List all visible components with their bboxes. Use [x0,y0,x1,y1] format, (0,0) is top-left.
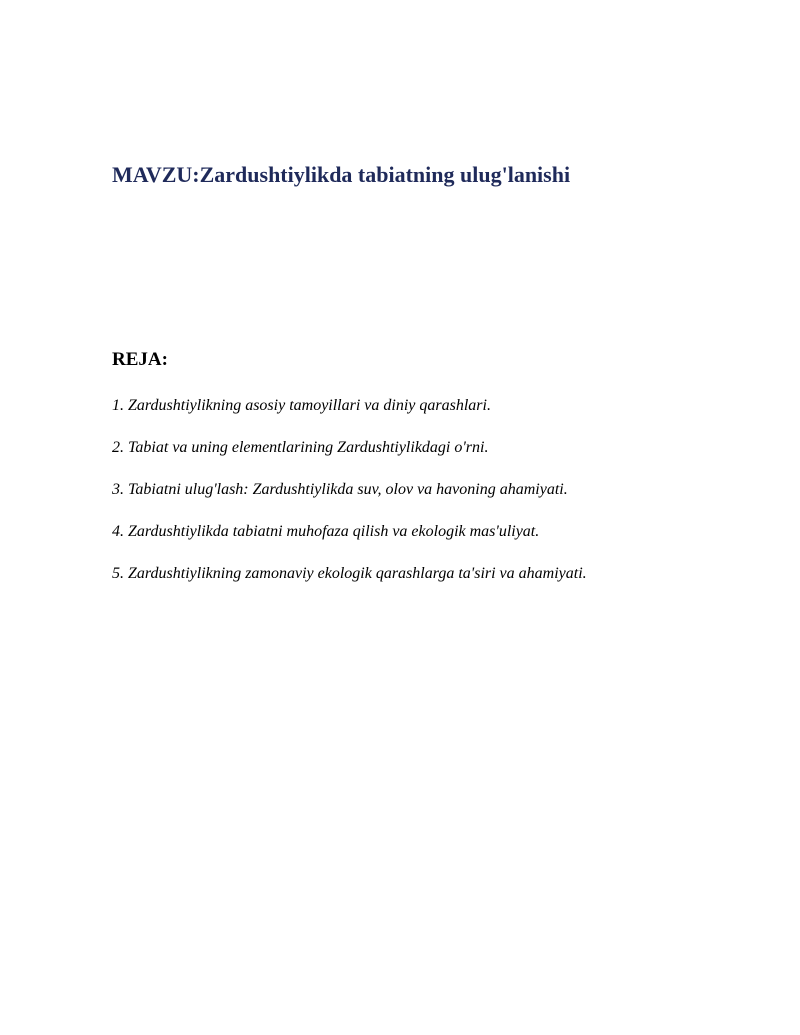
plan-item-4: 4. Zardushtiylikda tabiatni muhofaza qilish va ekologik mas'uliyat. [112,523,540,540]
document-title: MAVZU:Zardushtiylikda tabiatning ulug'lanishi [112,162,571,187]
plan-item-5: 5. Zardushtiylikning zamonaviy ekologik qarashlarga ta'siri va ahamiyati. [112,565,587,582]
plan-heading: REJA: [112,349,168,370]
plan-item-1: 1. Zardushtiylikning asosiy tamoyillari va diniy qarashlari. [112,397,491,414]
plan-list [112,394,587,604]
plan-item-3: 3. Tabiatni ulug'lash: Zardushtiylikda suv, olov va havoning ahamiyati. [112,481,568,498]
plan-item-2: 2. Tabiat va uning elementlarining Zardushtiylikdagi o'rni. [112,439,489,456]
